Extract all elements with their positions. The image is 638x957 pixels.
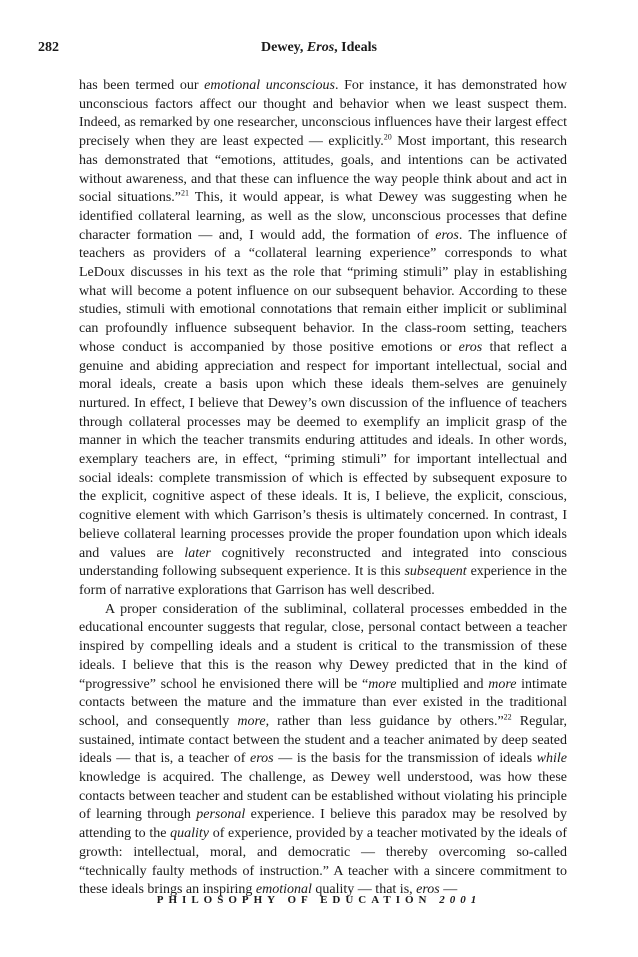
text-run: that reflect a genuine and abiding appreciation and respect for important intellectual, social and moral ideals, create a basis upon which these ideals them-selves are genuinely nurtured. In effect, I believe that Dewey’s own discussion of the influence of teachers through collateral processes may be deemed to exemplify an implicit grasp of the manner in which the teacher transmits enduring attitudes and ideals. In other words, exemplary teachers are, in effect, “priming stimuli” for important intellectual and social ideals: complete transmission of which is effected by subsequent exposure to the explicit, cognitive aspect of these ideals. It is, I believe, the explicit, conscious, cognitive element with which Garrison’s thesis is ultimately concerned. In contrast, I believe collateral learning processes provide the proper foundation upon which ideals and values are bbox=[79, 339, 567, 561]
text-run: cognitively reconstructed and integrated into conscious understanding following subsequent experience. It is this bbox=[79, 545, 567, 580]
text-run: . The influence of teachers as providers of a “collateral learning experience” corresponds to what LeDoux discusses in his text as the role that “priming stimuli” play in establishing what will become a potent influence on our subsequent behavior. According to these studies, stimuli with emotional connotations that remain either implicit or subliminal can profoundly influence subsequent behavior. In the class-room setting, teachers whose conduct is accompanied by those positive emotions or bbox=[79, 227, 567, 355]
italic-run: eros bbox=[416, 882, 440, 898]
italic-run: more bbox=[368, 676, 397, 692]
paragraph-2 bbox=[79, 601, 567, 900]
italic-run: eros bbox=[250, 751, 274, 767]
footnote-ref: 20 bbox=[383, 132, 392, 142]
page-number: 282 bbox=[38, 40, 59, 55]
text-run: multiplied and bbox=[396, 676, 489, 692]
italic-run: more bbox=[488, 676, 517, 692]
text-run: Most important, this research has demonstrated that “emotions, attitudes, goals, and intentions can be activated without awareness, and that these can influence the way people think about and act in social situations.” bbox=[79, 134, 567, 206]
text-run: quality — that is, bbox=[311, 882, 417, 898]
italic-run: emotional bbox=[255, 882, 312, 898]
text-run: has been termed our bbox=[79, 78, 205, 93]
text-run: of experience, provided by a teacher motivated by the ideals of growth: intellectual, moral, and democratic — thereby overcoming so-called “technically faulty methods of instruction.” A teacher with a sincere commitment to these ideals brings an inspiring bbox=[79, 826, 568, 898]
running-head-title-italic: Eros bbox=[306, 40, 335, 55]
text-run: — bbox=[439, 882, 458, 898]
text-run: experience. I believe this paradox may be resolved by attending to the bbox=[79, 807, 567, 842]
body-text bbox=[79, 77, 567, 900]
paragraph-1 bbox=[79, 77, 567, 601]
italic-run: eros bbox=[458, 339, 483, 355]
italic-run: more bbox=[237, 713, 266, 729]
footer-year: 2001 bbox=[439, 894, 482, 906]
italic-run: subsequent bbox=[404, 564, 467, 580]
text-run: . For instance, it has demonstrated how unconscious factors affect our thought and behavior when we least suspect them. Indeed, as remarked by one researcher, unconscious influences have their largest effect precisely when they are least expected — explicitly. bbox=[79, 78, 568, 150]
text-run: experience in the form of narrative explorations that Garrison has well described. bbox=[79, 564, 567, 598]
italic-run: later bbox=[184, 545, 211, 561]
text-run: This, it would appear, is what Dewey was suggesting when he identified collateral learning, as well as the slow, unconscious processes that define character formation — and, I would add, the formation of bbox=[79, 190, 568, 243]
italic-run: personal bbox=[196, 807, 246, 823]
italic-run: quality bbox=[170, 826, 210, 842]
running-head-title-rest: , Ideals bbox=[334, 40, 377, 55]
italic-run: while bbox=[536, 751, 568, 767]
italic-run: emotional unconscious bbox=[204, 78, 335, 93]
running-head-author: Dewey, bbox=[261, 40, 307, 55]
journal-footer bbox=[0, 894, 638, 906]
text-run: — is the basis for the transmission of ideals bbox=[273, 751, 537, 767]
text-run: intimate contacts between the mature and the immature than ever existed in the traditional school, and consequently bbox=[79, 676, 568, 729]
footer-journal-name: PHILOSOPHY OF EDUCATION bbox=[156, 894, 440, 906]
text-run: knowledge is acquired. The challenge, as Dewey well understood, was how these contacts between teacher and student can be established without violating his principle of learning through bbox=[79, 770, 567, 823]
running-head bbox=[0, 40, 638, 56]
text-run: , rather than less guidance by others.” bbox=[265, 713, 504, 729]
italic-run: eros bbox=[435, 227, 459, 243]
text-run: A proper consideration of the subliminal, collateral processes embedded in the educational encounter suggests that regular, close, personal contact between a teacher inspired by compelling ideals and a student is critical to the transmission of these ideals. I believe that this is the reason why Dewey predicted that in the kind of “progressive” school he envisioned there will be “ bbox=[79, 601, 567, 692]
text-run: Regular, sustained, intimate contact between the student and a teacher animated by deep seated ideals — that is, a teacher of bbox=[79, 713, 567, 767]
footnote-ref: 22 bbox=[503, 712, 512, 722]
footnote-ref: 21 bbox=[181, 188, 189, 198]
